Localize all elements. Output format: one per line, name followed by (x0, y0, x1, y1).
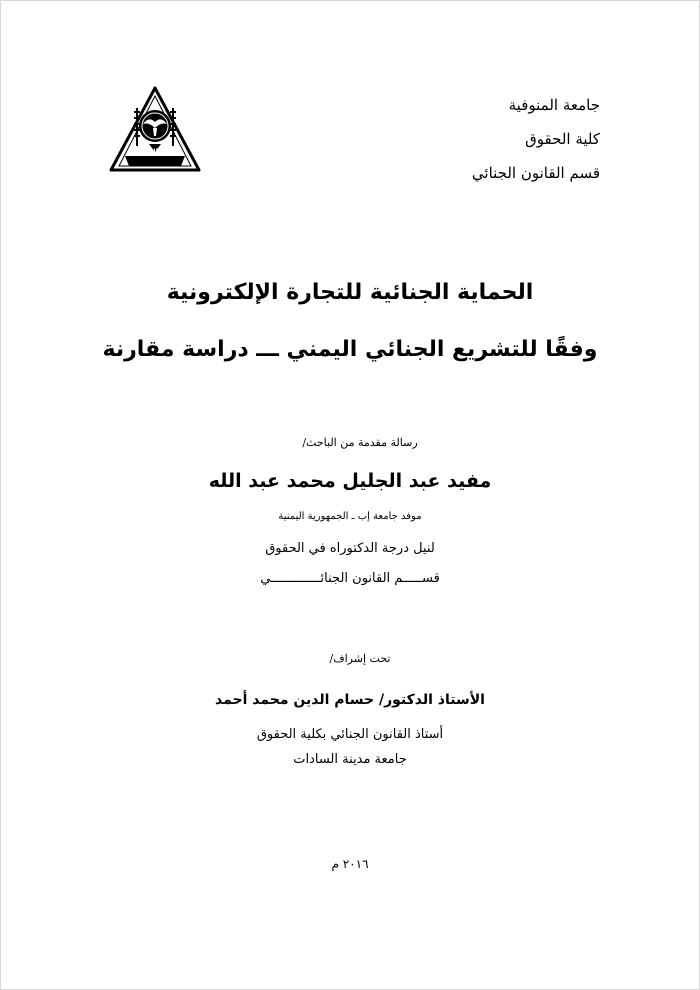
university-name: جامعة المنوفية (508, 96, 600, 114)
thesis-title-line-2: وفقًا للتشريع الجنائي اليمني ـــ دراسة مقارنة (102, 337, 598, 362)
institution-header (472, 88, 600, 190)
faculty-name: كلية الحقوق (525, 130, 600, 148)
presented-by-label (0, 436, 700, 449)
researcher-name: مفيد عبد الجليل محمد عبد الله (208, 470, 492, 492)
supervision-label (0, 652, 700, 665)
researcher-department: قســـــم القانون الجنائـــــــــــــي (260, 571, 440, 586)
emblem-caption: جامعة المنوفية (129, 148, 181, 156)
thesis-title-line-1: الحماية الجنائية للتجارة الإلكترونية (166, 280, 534, 305)
department-name: قسم القانون الجنائي (471, 164, 600, 182)
supervisor-name: الأستاذ الدكتور/ حسام الدين محمد أحمد (215, 692, 485, 708)
degree-sought: لنيل درجة الدكتوراه في الحقوق (265, 541, 435, 556)
publication-year: ٢٠١٦ م (331, 857, 369, 871)
supervisor-title: أستاذ القانون الجنائي بكلية الحقوق (256, 727, 444, 742)
university-emblem-icon (107, 84, 203, 174)
presented-by-text: رسالة مقدمة من الباحث/ (302, 436, 418, 449)
supervision-text: تحت إشراف/ (329, 652, 391, 665)
supervisor-university: جامعة مدينة السادات (293, 752, 407, 767)
researcher-delegation: موفد جامعة إب ـ الجمهورية اليمنية (278, 511, 422, 522)
